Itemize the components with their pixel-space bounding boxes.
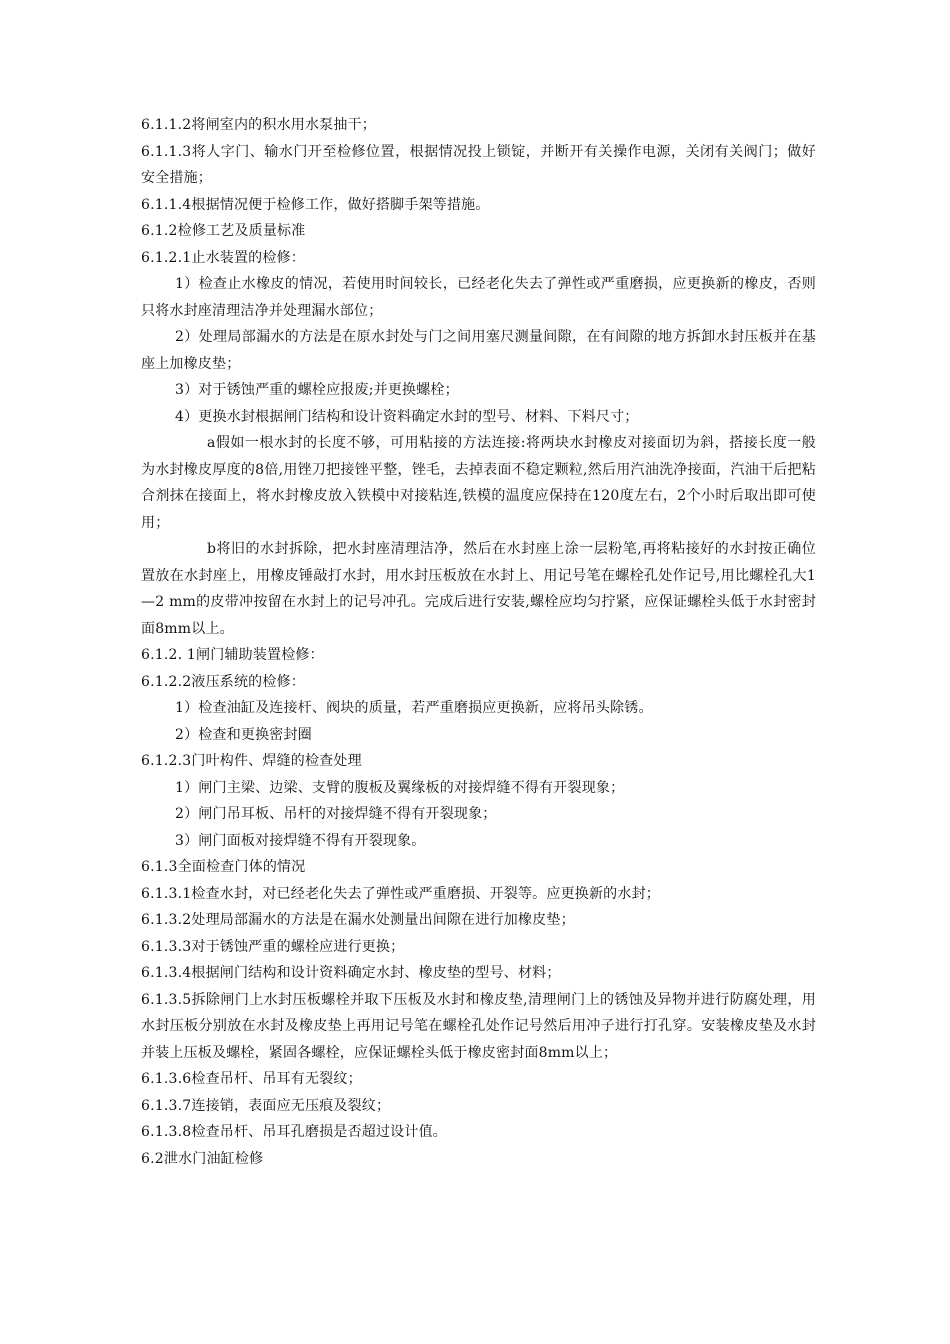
paragraph: 6.1.1.3将人字门、输水门开至检修位置，根据情况投上锁锭，并断开有关操作电源，关闭有关阀门；做好安全措施； [141,143,816,186]
paragraph: 6.1.3.2处理局部漏水的方法是在漏水处测量出间隙在进行加橡皮垫； [141,912,575,928]
sub-list-item: b将旧的水封拆除，把水封座清理洁净，然后在水封座上涂一层粉笔,再将粘接好的水封按正确位置放在水封座上，用橡皮锤敲打水封，用水封压板放在水封上、用记号笔在螺栓孔处作记号,用比螺栓孔大1—2 mm的皮带冲按留在水封上的记号冲孔。完成后进行安装,螺栓应均匀拧紧，应保证螺栓头低于水封密封面8mm以上。 [141,541,816,637]
list-item: 2）处理局部漏水的方法是在原水封处与门之间用塞尺测量间隙，在有间隙的地方拆卸水封压板并在基座上加橡皮垫； [141,329,816,372]
list-item: 1）检查油缸及连接杆、阀块的质量，若严重磨损应更换新，应将吊头除锈。 [175,700,653,716]
section-heading: 6.1.2检修工艺及质量标准 [141,223,306,239]
paragraph: 6.1.2.2液压系统的检修： [141,673,305,690]
paragraph: 6.1.3.3对于锈蚀严重的螺栓应进行更换； [141,938,405,955]
section-heading: 6.1.3全面检查门体的情况 [141,859,306,875]
section-heading: 6.2泄水门油缸检修 [141,1150,264,1167]
paragraph: 6.1.2.3门叶构件、焊缝的检查处理 [141,753,362,769]
paragraph: 6.1.3.7连接销，表面应无压痕及裂纹； [141,1097,391,1114]
sub-list-item: a假如一根水封的长度不够，可用粘接的方法连接:将两块水封橡皮对接面切为斜，搭接长度一般为水封橡皮厚度的8倍,用锉刀把接锉平整，锉毛，去掉表面不稳定颗粒,然后用汽油洗净接面，汽油干后把粘合剂抹在接面上，将水封橡皮放入铁模中对接粘连,铁模的温度应保持在120度左右，2个小时后取出即可使用； [141,435,816,531]
list-item: 2）闸门吊耳板、吊杆的对接焊缝不得有开裂现象； [175,806,497,822]
paragraph: 6.1.3.8检查吊杆、吊耳孔磨损是否超过设计值。 [141,1124,447,1140]
paragraph: 6.1.1.2将闸室内的积水用水泵抽干； [141,117,376,133]
list-item: 2）检查和更换密封圈 [175,726,312,743]
list-item: 4）更换水封根据闸门结构和设计资料确定水封的型号、材料、下料尺寸； [175,408,639,425]
list-item: 3）对于锈蚀严重的螺栓应报废;并更换螺栓； [175,382,459,398]
paragraph: 6.1.2.1止水装置的检修： [141,249,305,266]
paragraph: 6.1.1.4根据情况便于检修工作，做好搭脚手架等措施。 [141,196,490,213]
list-item: 1）检查止水橡皮的情况，若使用时间较长，已经老化失去了弹性或严重磨损，应更换新的橡皮，否则只将水封座清理洁净并处理漏水部位； [141,276,816,319]
paragraph: 6.1.3.5拆除闸门上水封压板螺栓并取下压板及水封和橡皮垫,清理闸门上的锈蚀及异物并进行防腐处理，用水封压板分别放在水封及橡皮垫上再用记号笔在螺栓孔处作记号然后用冲子进行打孔穿。安装橡皮垫及水封并装上压板及螺栓，紧固各螺栓，应保证螺栓头低于橡皮密封面8mm以上； [141,991,816,1061]
paragraph: 6.1.2. 1闸门辅助装置检修： [141,647,324,663]
paragraph: 6.1.3.6检查吊杆、吊耳有无裂纹； [141,1071,362,1087]
list-item: 1）闸门主梁、边梁、支臂的腹板及翼缘板的对接焊缝不得有开裂现象； [175,779,625,796]
paragraph: 6.1.3.4根据闸门结构和设计资料确定水封、橡皮垫的型号、材料； [141,965,561,981]
paragraph: 6.1.3.1检查水封，对已经老化失去了弹性或严重磨损、开裂等。应更换新的水封； [141,885,660,902]
list-item: 3）闸门面板对接焊缝不得有开裂现象。 [175,832,426,849]
